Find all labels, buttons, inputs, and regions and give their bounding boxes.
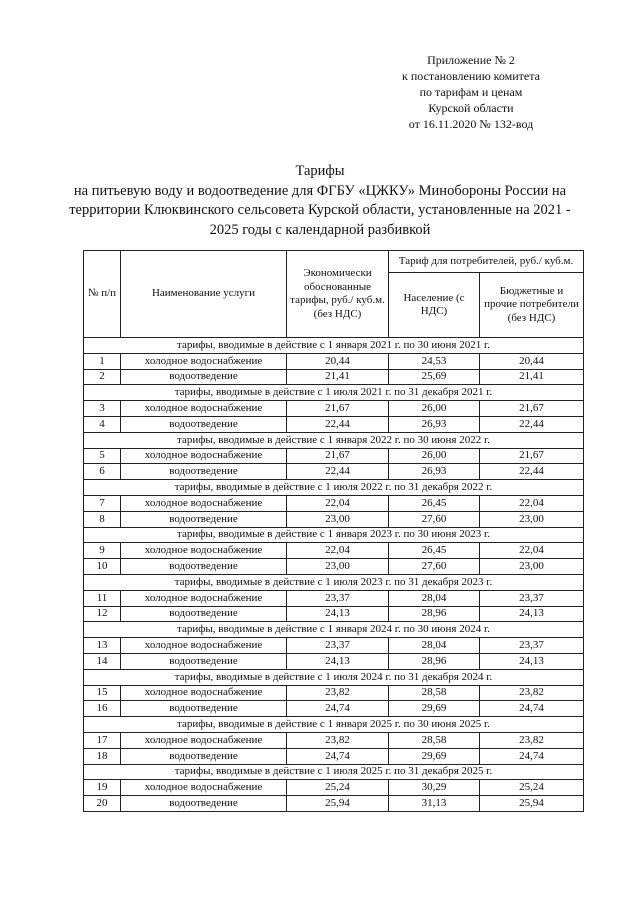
period-row: [84, 385, 584, 401]
budget-tariff: 22,44: [480, 416, 584, 432]
period-label: тарифы, вводимые в действие с 1 июля 2023 г. по 31 декабря 2023 г.: [84, 574, 584, 590]
period-label: тарифы, вводимые в действие с 1 января 2023 г. по 30 июня 2023 г.: [84, 527, 584, 543]
period-row: [84, 622, 584, 638]
period-row: [84, 338, 584, 354]
service-name: холодное водоснабжение: [121, 685, 287, 701]
population-tariff: 26,45: [389, 495, 480, 511]
table-row: [84, 685, 584, 701]
title-line: 2025 годы с календарной разбивкой: [209, 221, 431, 238]
service-name: холодное водоснабжение: [121, 590, 287, 606]
table-row: [84, 590, 584, 606]
population-tariff: 28,96: [389, 653, 480, 669]
population-tariff: 28,58: [389, 685, 480, 701]
row-number: 8: [84, 511, 121, 527]
population-tariff: 28,96: [389, 606, 480, 622]
service-name: водоотведение: [121, 511, 287, 527]
row-number: 7: [84, 495, 121, 511]
appendix-line: от 16.11.2020 № 132-вод: [408, 117, 534, 131]
service-name: водоотведение: [121, 416, 287, 432]
row-number: 5: [84, 448, 121, 464]
economic-tariff: 23,82: [287, 685, 389, 701]
budget-tariff: 24,13: [480, 606, 584, 622]
row-number: 9: [84, 543, 121, 559]
budget-tariff: 21,67: [480, 401, 584, 417]
service-name: холодное водоснабжение: [121, 638, 287, 654]
appendix-line: Курской области: [428, 101, 514, 115]
service-name: водоотведение: [121, 653, 287, 669]
population-tariff: 28,04: [389, 638, 480, 654]
economic-tariff: 24,13: [287, 606, 389, 622]
economic-tariff: 21,67: [287, 401, 389, 417]
appendix-line: Приложение № 2: [427, 53, 515, 67]
period-label: тарифы, вводимые в действие с 1 июля 2022 г. по 31 декабря 2022 г.: [84, 480, 584, 496]
header-budget: Бюджетные и прочие потребители (без НДС): [480, 273, 584, 338]
row-number: 3: [84, 401, 121, 417]
header-service: Наименование услуги: [121, 251, 287, 338]
economic-tariff: 24,13: [287, 653, 389, 669]
row-number: 2: [84, 369, 121, 385]
period-label: тарифы, вводимые в действие с 1 июля 2024 г. по 31 декабря 2024 г.: [84, 669, 584, 685]
row-number: 20: [84, 796, 121, 812]
table-row: [84, 559, 584, 575]
row-number: 4: [84, 416, 121, 432]
budget-tariff: 22,44: [480, 464, 584, 480]
economic-tariff: 20,44: [287, 353, 389, 369]
row-number: 18: [84, 748, 121, 764]
population-tariff: 26,93: [389, 416, 480, 432]
population-tariff: 30,29: [389, 780, 480, 796]
budget-tariff: 24,74: [480, 748, 584, 764]
economic-tariff: 23,37: [287, 590, 389, 606]
period-label: тарифы, вводимые в действие с 1 января 2022 г. по 30 июня 2022 г.: [84, 432, 584, 448]
period-row: [84, 480, 584, 496]
service-name: водоотведение: [121, 796, 287, 812]
period-label: тарифы, вводимые в действие с 1 июля 2021 г. по 31 декабря 2021 г.: [84, 385, 584, 401]
row-number: 16: [84, 701, 121, 717]
budget-tariff: 22,04: [480, 495, 584, 511]
period-row: [84, 669, 584, 685]
budget-tariff: 25,94: [480, 796, 584, 812]
budget-tariff: 23,37: [480, 590, 584, 606]
budget-tariff: 23,82: [480, 732, 584, 748]
budget-tariff: 23,00: [480, 511, 584, 527]
row-number: 10: [84, 559, 121, 575]
population-tariff: 29,69: [389, 701, 480, 717]
budget-tariff: 23,82: [480, 685, 584, 701]
table-row: [84, 796, 584, 812]
table-row: [84, 780, 584, 796]
service-name: холодное водоснабжение: [121, 448, 287, 464]
economic-tariff: 23,00: [287, 511, 389, 527]
service-name: холодное водоснабжение: [121, 353, 287, 369]
population-tariff: 28,58: [389, 732, 480, 748]
table-row: [84, 638, 584, 654]
budget-tariff: 21,67: [480, 448, 584, 464]
table-row: [84, 495, 584, 511]
economic-tariff: 22,44: [287, 416, 389, 432]
row-number: 1: [84, 353, 121, 369]
row-number: 17: [84, 732, 121, 748]
table-row: [84, 464, 584, 480]
row-number: 13: [84, 638, 121, 654]
period-row: [84, 432, 584, 448]
appendix-block: [380, 52, 562, 132]
economic-tariff: 24,74: [287, 701, 389, 717]
budget-tariff: 25,24: [480, 780, 584, 796]
title-line: территории Клюквинского сельсовета Курской области, установленные на 2021 -: [69, 202, 571, 218]
row-number: 15: [84, 685, 121, 701]
table-row: [84, 543, 584, 559]
economic-tariff: 23,37: [287, 638, 389, 654]
table-row: [84, 606, 584, 622]
table-row: [84, 416, 584, 432]
economic-tariff: 23,82: [287, 732, 389, 748]
economic-tariff: 21,41: [287, 369, 389, 385]
period-row: [84, 764, 584, 780]
population-tariff: 31,13: [389, 796, 480, 812]
row-number: 12: [84, 606, 121, 622]
title-line: Тарифы: [295, 163, 345, 179]
service-name: холодное водоснабжение: [121, 543, 287, 559]
tariffs-table: [83, 250, 584, 812]
budget-tariff: 23,37: [480, 638, 584, 654]
table-row: [84, 653, 584, 669]
population-tariff: 28,04: [389, 590, 480, 606]
row-number: 6: [84, 464, 121, 480]
period-label: тарифы, вводимые в действие с 1 июля 2025 г. по 31 декабря 2025 г.: [84, 764, 584, 780]
service-name: водоотведение: [121, 559, 287, 575]
appendix-line: к постановлению комитета: [402, 69, 540, 83]
header-population: Население (с НДС): [389, 273, 480, 338]
row-number: 14: [84, 653, 121, 669]
service-name: водоотведение: [121, 464, 287, 480]
table-row: [84, 353, 584, 369]
economic-tariff: 25,24: [287, 780, 389, 796]
budget-tariff: 22,04: [480, 543, 584, 559]
period-label: тарифы, вводимые в действие с 1 января 2024 г. по 30 июня 2024 г.: [84, 622, 584, 638]
table-row: [84, 511, 584, 527]
population-tariff: 24,53: [389, 353, 480, 369]
table-row: [84, 701, 584, 717]
population-tariff: 25,69: [389, 369, 480, 385]
economic-tariff: 21,67: [287, 448, 389, 464]
period-row: [84, 717, 584, 733]
population-tariff: 26,00: [389, 448, 480, 464]
table-row: [84, 401, 584, 417]
population-tariff: 27,60: [389, 511, 480, 527]
table-body: [84, 338, 584, 812]
economic-tariff: 23,00: [287, 559, 389, 575]
service-name: холодное водоснабжение: [121, 495, 287, 511]
budget-tariff: 24,13: [480, 653, 584, 669]
economic-tariff: 22,04: [287, 495, 389, 511]
economic-tariff: 22,04: [287, 543, 389, 559]
row-number: 19: [84, 780, 121, 796]
row-number: 11: [84, 590, 121, 606]
population-tariff: 27,60: [389, 559, 480, 575]
budget-tariff: 21,41: [480, 369, 584, 385]
population-tariff: 26,93: [389, 464, 480, 480]
population-tariff: 26,45: [389, 543, 480, 559]
period-label: тарифы, вводимые в действие с 1 января 2021 г. по 30 июня 2021 г.: [84, 338, 584, 354]
economic-tariff: 25,94: [287, 796, 389, 812]
service-name: водоотведение: [121, 748, 287, 764]
budget-tariff: 24,74: [480, 701, 584, 717]
period-row: [84, 574, 584, 590]
budget-tariff: 23,00: [480, 559, 584, 575]
table-row: [84, 732, 584, 748]
service-name: холодное водоснабжение: [121, 401, 287, 417]
table-row: [84, 748, 584, 764]
header-num: № п/п: [84, 251, 121, 338]
title-line: на питьевую воду и водоотведение для ФГБУ «ЦЖКУ» Минобороны России на: [73, 182, 567, 199]
appendix-line: по тарифам и ценам: [419, 85, 523, 99]
table-row: [84, 369, 584, 385]
header-consumers: Тариф для потребителей, руб./ куб.м.: [389, 251, 584, 273]
table-row: [84, 448, 584, 464]
service-name: водоотведение: [121, 606, 287, 622]
service-name: водоотведение: [121, 369, 287, 385]
economic-tariff: 22,44: [287, 464, 389, 480]
population-tariff: 29,69: [389, 748, 480, 764]
population-tariff: 26,00: [389, 401, 480, 417]
service-name: водоотведение: [121, 701, 287, 717]
document-title: [40, 162, 600, 240]
budget-tariff: 20,44: [480, 353, 584, 369]
header-economic: Экономически обоснованные тарифы, руб./ куб.м. (без НДС): [287, 251, 389, 338]
economic-tariff: 24,74: [287, 748, 389, 764]
service-name: холодное водоснабжение: [121, 732, 287, 748]
period-label: тарифы, вводимые в действие с 1 января 2025 г. по 30 июня 2025 г.: [84, 717, 584, 733]
period-row: [84, 527, 584, 543]
service-name: холодное водоснабжение: [121, 780, 287, 796]
